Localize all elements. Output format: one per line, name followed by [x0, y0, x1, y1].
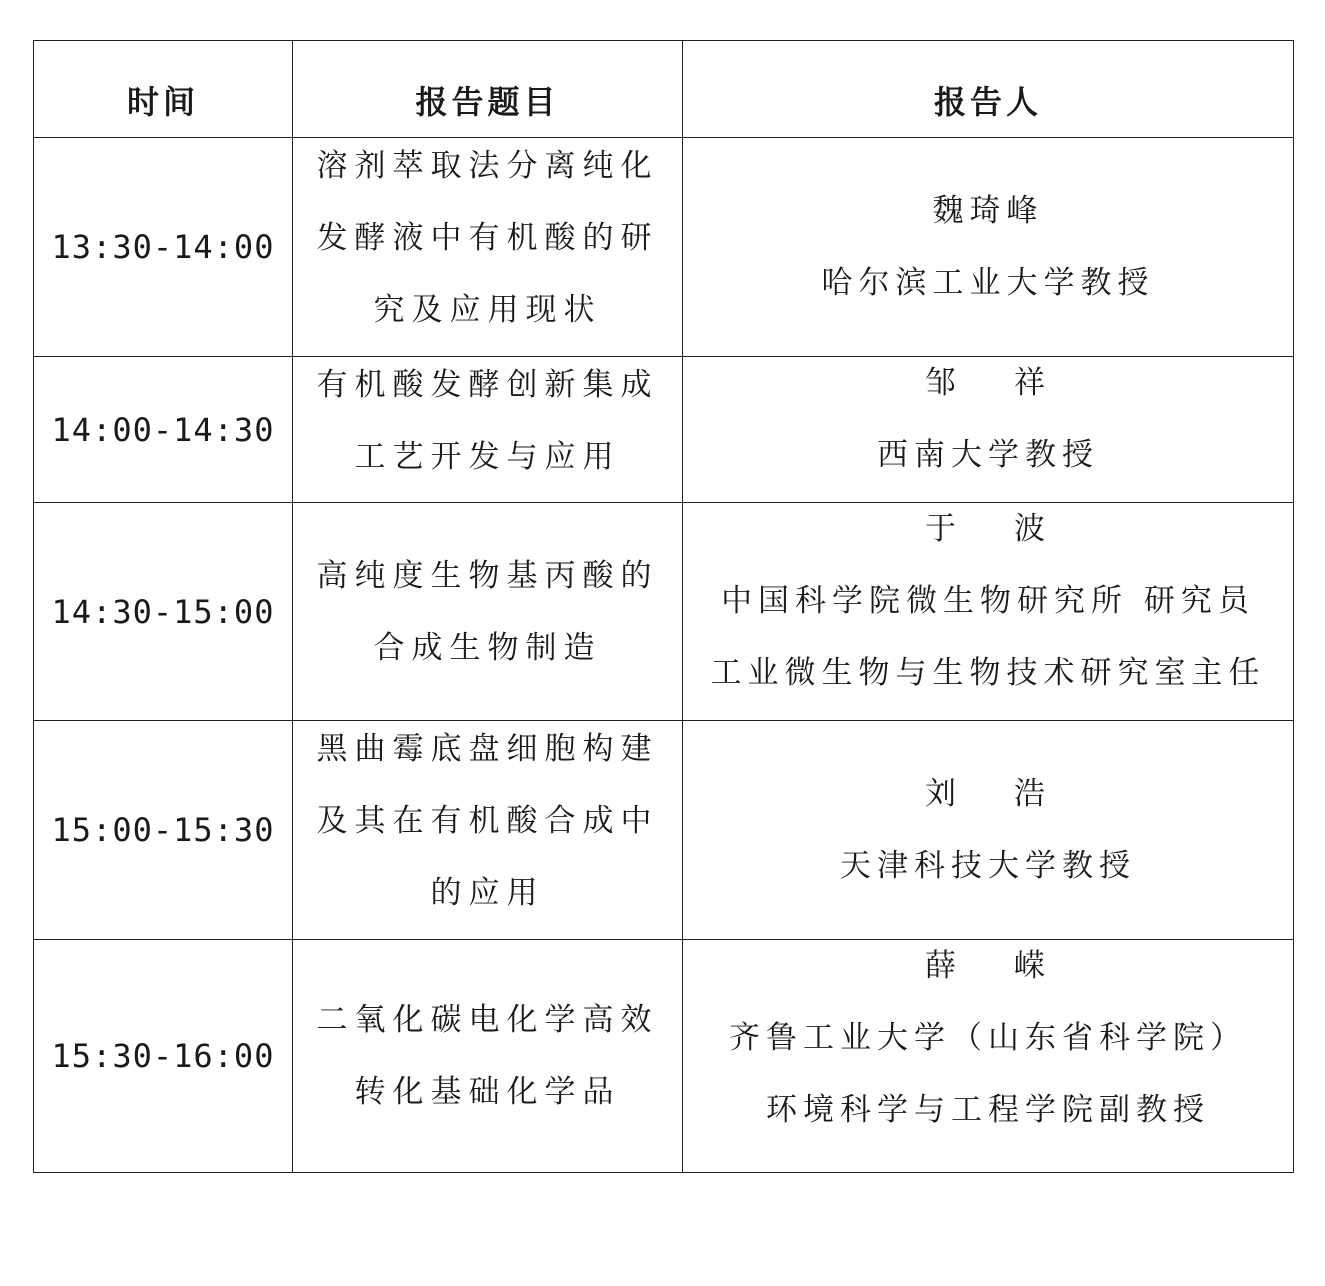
speaker-cell: [683, 138, 1294, 357]
speaker-name: 刘 浩: [925, 776, 1051, 812]
topic-line: 的应用: [430, 875, 545, 911]
topic-line: 合成生物制造: [373, 629, 602, 666]
table-row: [34, 503, 1294, 721]
time-cell: 13:30-14:00: [34, 138, 293, 357]
topic-line: 二氧化碳电化学高效: [316, 1002, 659, 1038]
topic-cell: [293, 138, 683, 357]
topic-cell: [293, 940, 683, 1173]
table-row: [34, 940, 1294, 1173]
topic-line: 工艺开发与应用: [354, 439, 621, 475]
header-topic: 报告题目: [293, 41, 683, 138]
speaker-title: 中国科学院微生物研究所 研究员: [721, 583, 1255, 619]
topic-cell: [293, 721, 683, 940]
time-cell: 15:00-15:30: [34, 721, 293, 940]
speaker-cell: [683, 940, 1294, 1173]
speaker-title: 西南大学教授: [877, 437, 1099, 473]
speaker-title: 哈尔滨工业大学教授: [821, 265, 1155, 301]
speaker-name: 邹 祥: [925, 365, 1051, 401]
speaker-name: 薛 嵘: [925, 948, 1051, 984]
topic-line: 转化基础化学品: [354, 1074, 621, 1110]
speaker-title: 天津科技大学教授: [840, 848, 1136, 884]
speaker-title: 环境科学与工程学院副教授: [766, 1092, 1210, 1128]
time-cell: 14:30-15:00: [34, 503, 293, 721]
speaker-name: 于 波: [925, 511, 1051, 547]
table-row: [34, 357, 1294, 503]
topic-line: 究及应用现状: [373, 292, 602, 328]
topic-cell: [293, 503, 683, 721]
speaker-name: 魏琦峰: [932, 193, 1044, 229]
table-row: [34, 721, 1294, 940]
topic-line: 高纯度生物基丙酸的: [316, 557, 659, 594]
header-speaker: 报告人: [683, 41, 1294, 138]
topic-line: 及其在有机酸合成中: [316, 803, 659, 839]
schedule-table: [33, 40, 1294, 1173]
header-row: [34, 41, 1294, 138]
speaker-title: 工业微生物与生物技术研究室主任: [710, 655, 1266, 691]
speaker-title: 齐鲁工业大学（山东省科学院）: [729, 1020, 1247, 1056]
time-cell: 15:30-16:00: [34, 940, 293, 1173]
topic-line: 有机酸发酵创新集成: [316, 367, 659, 403]
topic-line: 发酵液中有机酸的研: [316, 220, 659, 256]
topic-line: 黑曲霉底盘细胞构建: [316, 731, 659, 767]
table-row: [34, 138, 1294, 357]
time-cell: 14:00-14:30: [34, 357, 293, 503]
header-time: 时间: [34, 41, 293, 138]
speaker-cell: [683, 721, 1294, 940]
topic-line: 溶剂萃取法分离纯化: [316, 148, 659, 184]
topic-cell: [293, 357, 683, 503]
speaker-cell: [683, 357, 1294, 503]
speaker-cell: [683, 503, 1294, 721]
